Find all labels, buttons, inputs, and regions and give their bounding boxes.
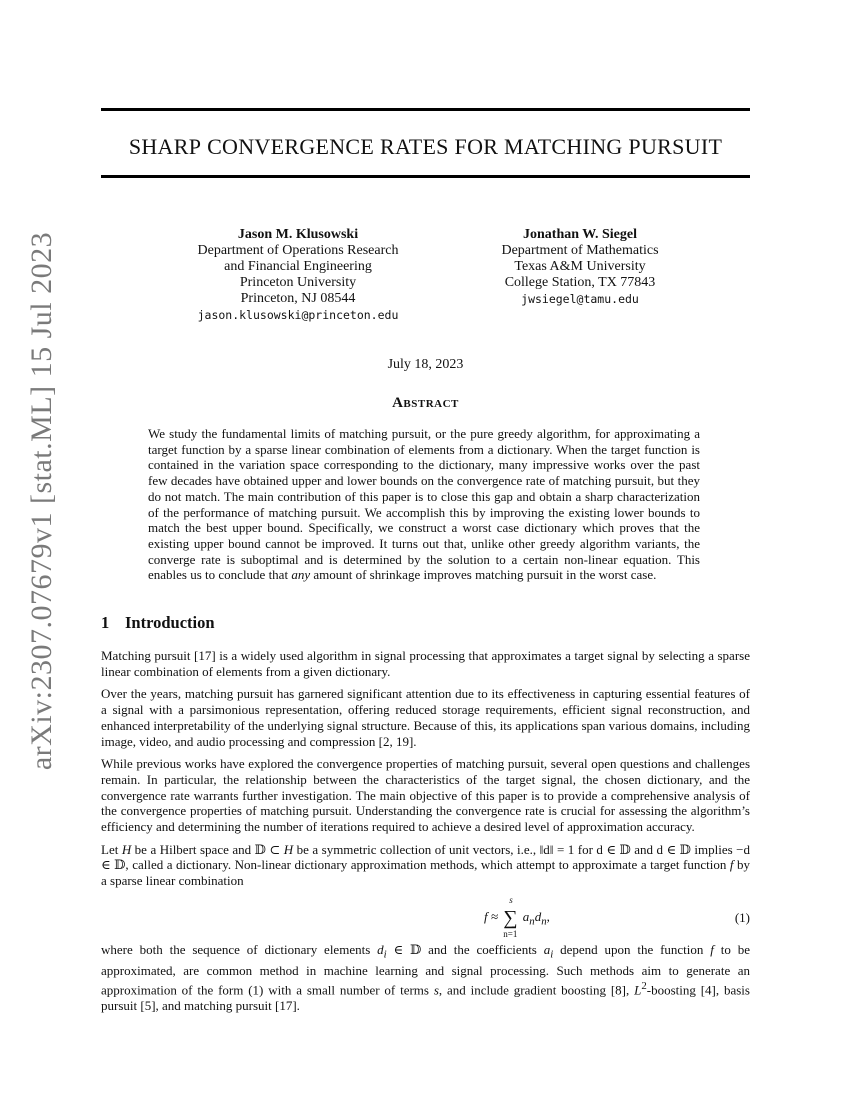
section-title: Introduction [125, 613, 215, 632]
author-institution: Texas A&M University [514, 259, 646, 274]
title-rule-top [101, 108, 750, 111]
author-department: Department of Mathematics [501, 243, 659, 258]
equation-number: (1) [734, 910, 750, 925]
equation-1 [101, 895, 750, 939]
author-department: Department of Operations Research [197, 243, 399, 258]
section-heading-introduction [101, 613, 215, 633]
author-city: College Station, TX 77843 [504, 275, 656, 290]
author-block-2 [490, 227, 670, 307]
equation-body: f ≈ s ∑ n=1 $a_nd_n$, [484, 895, 550, 939]
author-block-1 [185, 227, 411, 323]
author-email: jwsiegel@tamu.edu [521, 292, 639, 306]
paper-date: July 18, 2023 [387, 357, 464, 372]
author-institution: Princeton University [239, 275, 357, 290]
section-number: 1 [101, 613, 110, 632]
author-name: Jason M. Klusowski [237, 227, 359, 242]
paragraph: Let H be a Hilbert space and 𝔻 ⊂ H be a symmetric collection of unit vectors, i.e., ‖d‖ = 1 for d ∈ 𝔻 and d ∈ 𝔻 implies −d ∈ 𝔻, called a dictionary. Non-linear dictionary approximation methods, which attempt to approximate a target function f by a sparse linear combination [101, 841, 751, 889]
introduction-body [101, 648, 750, 896]
paragraph: Over the years, matching pursuit has garnered significant attention due to its effectiveness in capturing essential features of a signal with a parsimonious representation, offering reduced storage requirements, efficient signal reconstruction, and enhanced interpretability of the underlying signal structure. Because of this, its applications span various domains, including image, video, and audio processing and compression [2, 19]. [101, 686, 750, 749]
arxiv-identifier-stamp [22, 231, 62, 771]
title-rule-bottom [101, 175, 750, 178]
paper-title: SHARP CONVERGENCE RATES FOR MATCHING PURSUIT [128, 134, 723, 159]
author-city: Princeton, NJ 08544 [240, 291, 356, 306]
paragraph: where both the sequence of dictionary elements $d_i$ ∈ 𝔻 and the coefficients $a_i$ depend upon the function f to be approximated, are common method in machine learning and signal processing. Such methods aim to generate an approximation of the form (1) with a small number of terms s, and include gradient boosting [8], $L^2$-boosting [4], basis pursuit [5], and matching pursuit [17]. [101, 942, 750, 1014]
author-name: Jonathan W. Siegel [523, 227, 637, 242]
author-email: jason.klusowski@princeton.edu [197, 308, 399, 322]
paragraph: Matching pursuit [17] is a widely used algorithm in signal processing that approximates a target signal by selecting a sparse linear combination of elements from a given dictionary. [101, 648, 750, 679]
abstract-heading: Abstract [392, 395, 459, 411]
author-department-continued: and Financial Engineering [224, 259, 372, 274]
paragraph: While previous works have explored the convergence properties of matching pursuit, several open questions and challenges remain. In particular, the relationship between the characteristics of the target signal, the chosen dictionary, and the convergence rate warrants further investigation. The main objective of this paper is to provide a comprehensive analysis of the convergence properties of matching pursuit. Understanding the convergence rate is crucial for assessing the algorithm’s efficiency and determining the number of iterations required to achieve a desired level of approximation accuracy. [101, 756, 750, 835]
summation-sign: s ∑ n=1 [503, 895, 518, 939]
arxiv-identifier-text: arXiv:2307.07679v1 [stat.ML] 15 Jul 2023 [25, 231, 58, 771]
abstract-text: We study the fundamental limits of matching pursuit, or the pure greedy algorithm, for approximating a target function by a sparse linear combination of elements from a dictionary. When the target function is contained in the variation space corresponding to the dictionary, many impressive works over the past few decades have obtained upper and lower bounds on the convergence rate of matching pursuit, but they do not match. The main contribution of this paper is to close this gap and obtain a sharp characterization of the performance of matching pursuit. We accomplish this by improving the existing lower bounds to match the best upper bound. Specifically, we construct a worst case dictionary which proves that the existing upper bound cannot be improved. It turns out that, unlike other greedy algorithm variants, the converge rate is suboptimal and is determined by the solution to a certain non-linear equation. This enables us to conclude that any amount of shrinkage improves matching pursuit in the worst case. [148, 426, 700, 583]
